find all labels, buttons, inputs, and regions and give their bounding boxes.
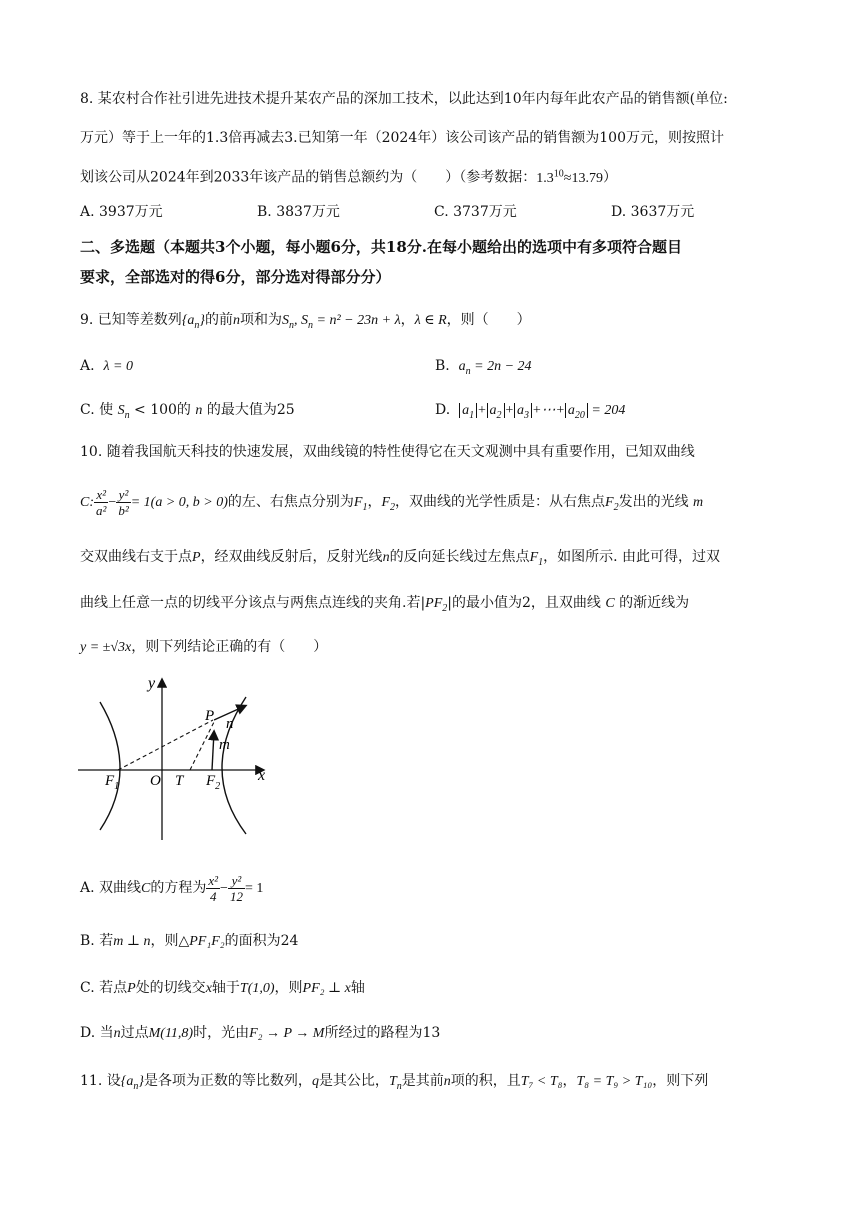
dashed-tangent xyxy=(190,720,215,770)
q10-line-1: 10. 随着我国航天科技的快速发展，双曲线镜的特性使得它在天文观测中具有重要作用，已知双曲线 xyxy=(80,444,695,460)
q8-line-3: 划该公司从2024年到2033年该产品的销售总额约为（ ）（参考数据：$1.3^{10}\approx 13.79$） xyxy=(80,168,617,186)
o-label: O xyxy=(150,773,161,789)
left-branch xyxy=(100,702,120,830)
ref-data: $1.3^{10}\approx 13.79$ xyxy=(536,168,603,186)
y-label: y xyxy=(148,675,156,692)
q8-option-d[interactable]: D. 3637万元 xyxy=(611,204,695,220)
q10-option-a[interactable]: A. 双曲线C的方程为 $\frac{\text{x²}}{4}$ − $\frac{\text{y²}}{12}$ = 1 xyxy=(80,872,264,904)
q10-line-4: 曲线上任意一点的切线平分该点与两焦点连线的夹角.若$|PF_2|$的最小值为2，且双曲线 C 的渐近线为 xyxy=(80,595,690,614)
q8-option-c[interactable]: C. 3737万元 xyxy=(434,204,517,220)
t-label: T xyxy=(175,773,184,789)
dashed-f1-p xyxy=(118,720,213,770)
q9-option-d[interactable]: D. $a_1 + a_2 + a_3$ +⋯+ $a_{20} = 204$ xyxy=(435,402,626,421)
q8-option-b[interactable]: B. 3837万元 xyxy=(257,204,340,220)
n-label: n xyxy=(226,716,234,732)
q9-option-a[interactable]: A. λ = 0 xyxy=(80,358,133,374)
hyperbola-figure xyxy=(78,672,278,840)
q11-stem: 11. 设$\{a_n\}$是各项为正数的等比数列，q是其公比，$T_n$是其前n项的积，且T₇ < T₈，T₈ = T₉ > T₁₀，则下列 xyxy=(80,1073,709,1092)
ray-m xyxy=(212,732,214,770)
q10-line-5: y = ±√3x，则下列结论正确的有（ ） xyxy=(80,639,328,655)
q8-option-a[interactable]: A. 3937万元 xyxy=(80,204,163,220)
q9-option-b[interactable]: B. $a_n = 2n - 24$ xyxy=(435,358,532,377)
p-label: P xyxy=(205,708,215,724)
q10-option-d[interactable]: D. 当n过点M(11,8)时，光由F₂ → P → M所经过的路程为13 xyxy=(80,1025,441,1041)
q9-option-c[interactable]: C. 使 $S_n < 100$的 n 的最大值为25 xyxy=(80,402,295,421)
section-heading-line-1: 二、多选题（本题共3个小题，每小题6分，共18分.在每小题给出的选项中有多项符合题目 xyxy=(80,238,682,256)
section-heading-line-2: 要求，全部选对的得6分，部分选对得部分分） xyxy=(80,268,391,286)
q10-line-3: 交双曲线右支于点P，经双曲线反射后，反射光线n的反向延长线过左焦点$F_1$，如图所示. 由此可得，过双 xyxy=(80,549,721,568)
q8-line-1: 8. 某农村合作社引进先进技术提升某农产品的深加工技术，以此达到10年内每年此农产品的销售额(单位: xyxy=(80,91,728,107)
f2-label: $F_2$ xyxy=(206,773,221,792)
q9-stem: 9. 已知等差数列$\{a_n\}$的前n项和为$S_n$, $S_n = n^2 - 23n + \lambda$，λ ∈ R，则（ ） xyxy=(80,312,531,331)
q10-line-2: C: $\frac{\text{x²}}{\text{a²}}$ − $\frac{\text{y²}}{\text{b²}}$ = 1(a > 0, b > 0)的左、右焦点分别为$F_1$，$F_2$，双曲线的光学性质是：从右焦点$F_2$发出的光线 m xyxy=(80,486,704,518)
m-label: m xyxy=(219,737,230,753)
q8-line-2: 万元）等于上一年的1.3倍再减去3.已知第一年（2024年）该公司该产品的销售额为100万元，则按照计 xyxy=(80,130,724,146)
f1-label: $F_1$ xyxy=(105,773,120,792)
q10-option-c[interactable]: C. 若点P处的切线交x轴于T(1,0)，则PF₂ ⊥ x轴 xyxy=(80,980,365,996)
q10-option-b[interactable]: B. 若m ⊥ n，则△PF₁F₂的面积为24 xyxy=(80,933,299,949)
x-label: x xyxy=(258,767,266,784)
